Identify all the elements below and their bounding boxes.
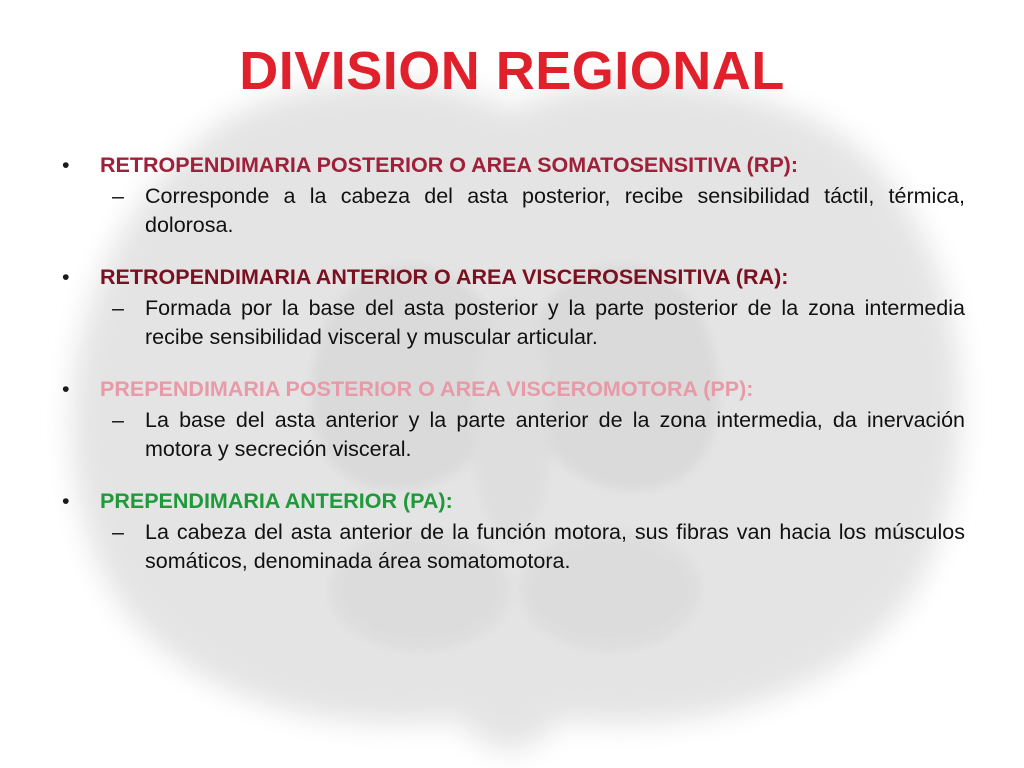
item-description (60, 406, 965, 464)
description-text: La base del asta anterior y la parte anterior de la zona intermedia, da inervación motora y secreción visceral. (145, 408, 965, 461)
heading-text: PREPENDIMARIA ANTERIOR (PA): (100, 489, 453, 513)
item-heading-rp (60, 150, 965, 180)
bullet-dot-icon: • (62, 153, 70, 177)
dash-icon: – (112, 408, 124, 432)
heading-text: RETROPENDIMARIA POSTERIOR O AREA SOMATOSENSITIVA (RP): (100, 153, 798, 177)
item-heading-pp (60, 374, 965, 404)
heading-text: PREPENDIMARIA POSTERIOR O AREA VISCEROMOTORA (PP): (100, 377, 754, 401)
list-item (60, 150, 965, 240)
description-text: La cabeza del asta anterior de la función motora, sus fibras van hacia los músculos somáticos, denominada área somatomotora. (145, 520, 965, 573)
bullet-list (60, 150, 965, 598)
bullet-dot-icon: • (62, 265, 70, 289)
item-description (60, 294, 965, 352)
list-item (60, 486, 965, 576)
item-heading-ra (60, 262, 965, 292)
bullet-dot-icon: • (62, 489, 70, 513)
item-heading-pa (60, 486, 965, 516)
list-item (60, 374, 965, 464)
list-item (60, 262, 965, 352)
dash-icon: – (112, 520, 124, 544)
description-text: Corresponde a la cabeza del asta posterior, recibe sensibilidad táctil, térmica, dolorosa. (145, 184, 965, 237)
item-description (60, 518, 965, 576)
dash-icon: – (112, 296, 124, 320)
bullet-dot-icon: • (62, 377, 70, 401)
description-text: Formada por la base del asta posterior y la parte posterior de la zona intermedia recibe sensibilidad visceral y muscular articular. (145, 296, 965, 349)
item-description (60, 182, 965, 240)
heading-text: RETROPENDIMARIA ANTERIOR O AREA VISCEROSENSITIVA (RA): (100, 265, 789, 289)
slide-title: DIVISION REGIONAL (239, 41, 785, 101)
dash-icon: – (112, 184, 124, 208)
